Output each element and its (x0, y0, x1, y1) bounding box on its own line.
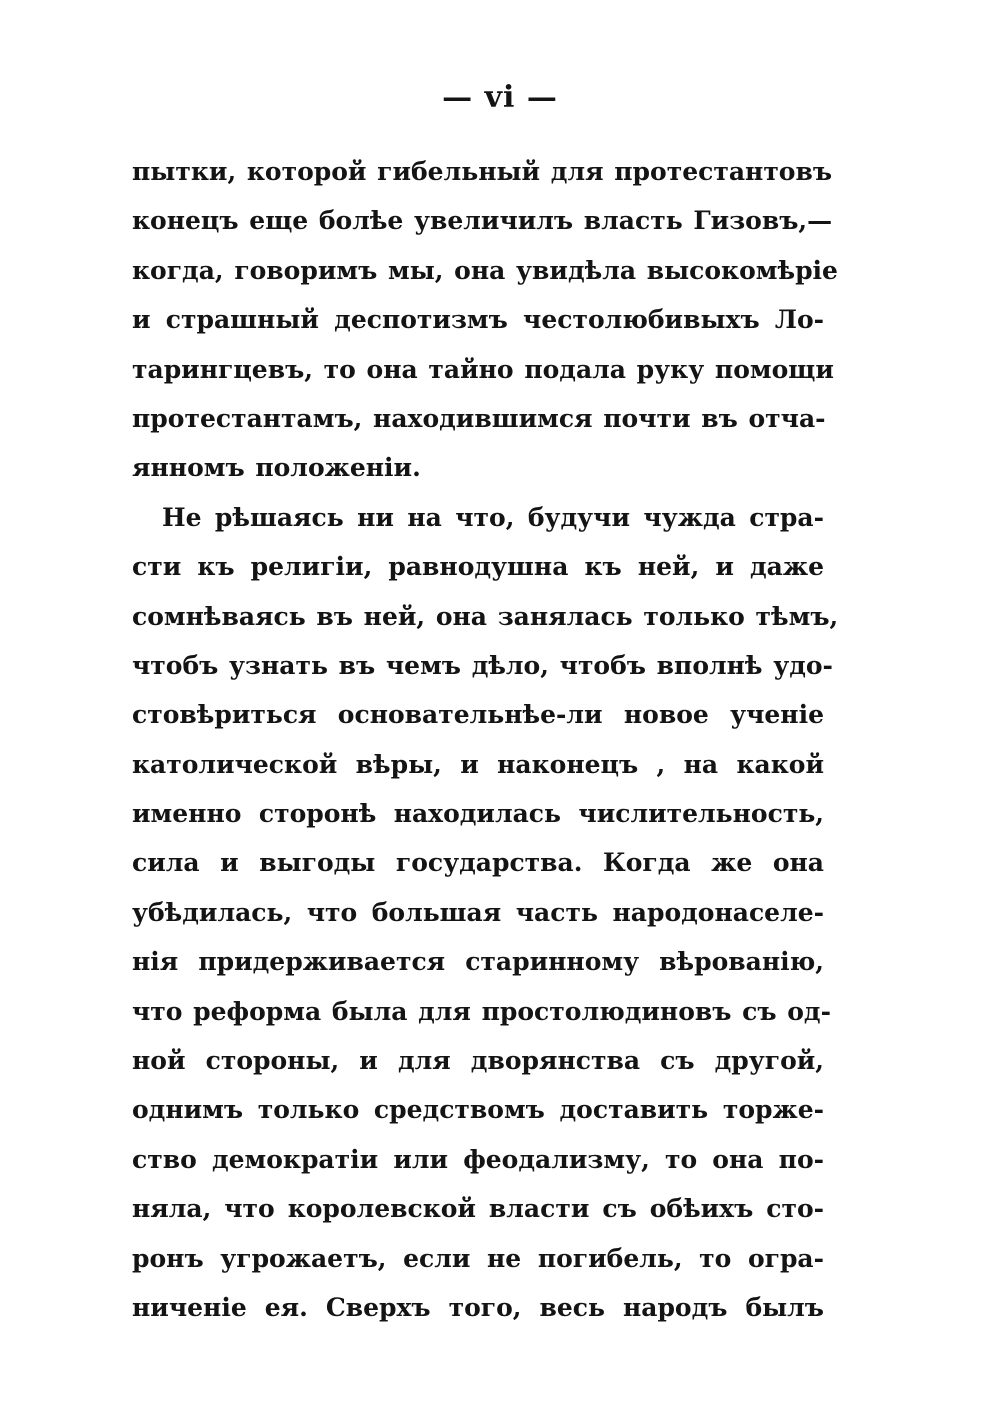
text-line: чтобъ узнать въ чемъ дѣло, чтобъ вполнѣ удо- (132, 650, 833, 680)
text-line: янномъ положеніи. (132, 453, 421, 483)
text-line: что реформа была для простолюдиновъ съ од- (132, 996, 831, 1026)
text-body (132, 147, 839, 1332)
text-line: стовѣриться основательнѣе-ли новое ученіе (132, 700, 824, 730)
text-line: пытки, которой гибельный для протестантовъ (132, 157, 833, 186)
text-line: сти къ религіи, равнодушна къ ней, и даже (132, 552, 824, 582)
text-line: нія придерживается старинному вѣрованію, (132, 947, 824, 977)
text-line: убѣдилась, что большая часть народонаселе- (132, 897, 824, 927)
text-line: тарингцевъ, то она тайно подала руку помощи (132, 354, 834, 384)
text-line: когда, говоримъ мы, она увидѣла высокомѣріе (132, 255, 838, 285)
page-number: — vi — (442, 80, 558, 115)
text-line: ронъ угрожаетъ, если не погибель, то огра- (132, 1243, 824, 1273)
text-line: протестантамъ, находившимся почти въ отча- (132, 403, 826, 433)
text-line: сила и выгоды государства. Когда же она (132, 848, 824, 878)
paragraph-2 (132, 493, 839, 1333)
text-line: конецъ еще болѣе увеличилъ власть Гизовъ,— (132, 206, 833, 236)
text-line: однимъ только средствомъ доставить торже- (132, 1095, 824, 1125)
text-line: Не рѣшаясь ни на что, будучи чужда стра- (162, 502, 824, 532)
paragraph-1 (132, 147, 838, 493)
text-line: ниченіе ея. Сверхъ того, весь народъ былъ (132, 1292, 824, 1322)
text-line: ство демократіи или феодализму, то она по- (132, 1144, 824, 1174)
text-line: именно сторонѣ находилась числительность, (132, 799, 824, 829)
text-line: ной стороны, и для дворянства съ другой, (132, 1046, 824, 1076)
text-line: и страшный деспотизмъ честолюбивыхъ Ло- (132, 305, 824, 335)
text-line: католической вѣры, и наконецъ , на какой (132, 749, 824, 779)
text-line: няла, что королевской власти съ обѣихъ сто- (132, 1194, 824, 1224)
text-line: сомнѣваясь въ ней, она занялась только тѣмъ, (132, 601, 839, 631)
